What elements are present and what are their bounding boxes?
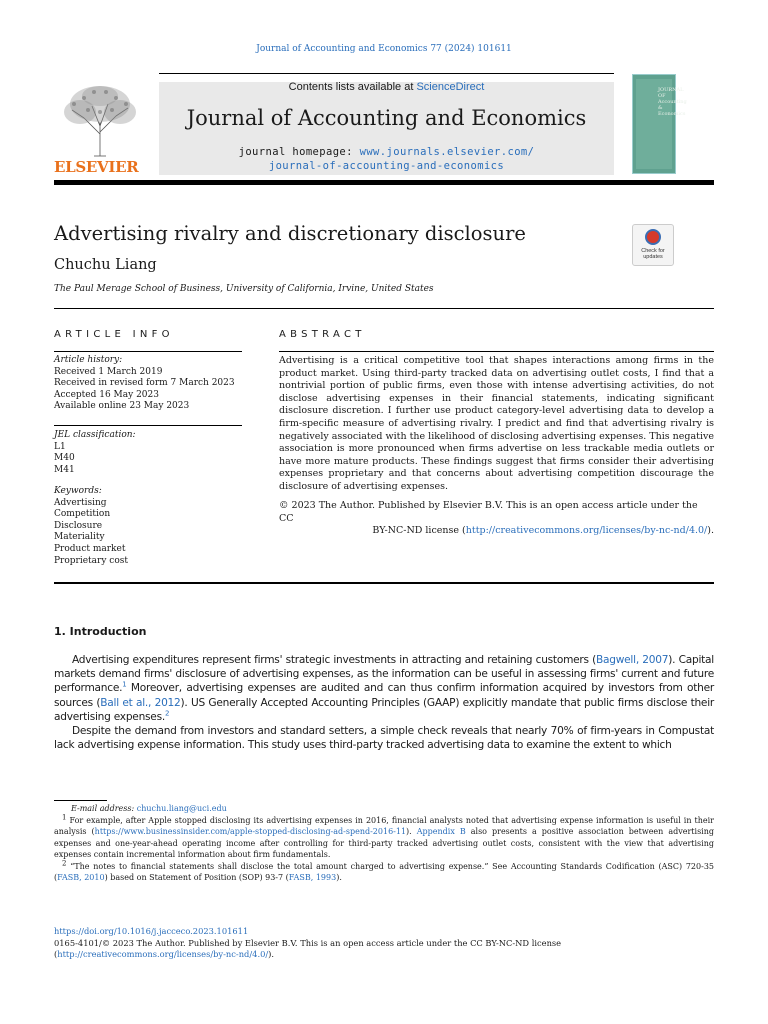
text-run: ). Capital markets demand firms' disclosure of advertising expenses, as the information can be useful in assessing firms' current and future performance. [54, 654, 714, 695]
jel-label: JEL classification: [54, 430, 136, 440]
article-title: Advertising rivalry and discretionary disclosure [54, 222, 526, 245]
check-badge-label: Check for updates [641, 248, 665, 260]
citation-link[interactable]: Ball et al., 2012 [100, 696, 181, 709]
history-item: Available online 23 May 2023 [54, 401, 190, 412]
intro-paragraph-2: Despite the demand from investors and standard setters, a simple check reveals that nearly 70% of firm-years in Compustat lack advertising expense information. This study uses third-party tracked advertising data to examine the extent to which [54, 725, 714, 752]
copyright-line-1: © 2023 The Author. Published by Elsevier B.V. This is an open access article under the CC [279, 500, 698, 524]
jel-code: L1 [54, 441, 66, 452]
citation-link[interactable]: Bagwell, 2007 [596, 654, 669, 666]
text-run: For example, after Apple stopped disclosing its advertising expenses in 2016, financial analysts noted that advertising expense information is useful in their analysis ( [54, 815, 714, 836]
text-run: Advertising expenditures represent firms' strategic investments in attracting and retaining customers ( [72, 654, 597, 666]
header-top-rule [159, 73, 614, 74]
publisher-wordmark[interactable]: ELSEVIER [54, 158, 139, 176]
license-link[interactable]: http://creativecommons.org/licenses/by-nc-nd/4.0/ [465, 525, 708, 537]
text-run: ). [406, 827, 417, 836]
keyword: Product market [54, 543, 126, 554]
footnote-rule [54, 800, 107, 801]
author-name[interactable]: Chuchu Liang [54, 257, 157, 273]
contents-prefix: Contents lists available at [288, 81, 417, 93]
jel-code: M41 [54, 464, 75, 475]
copyright-prefix: BY-NC-ND license ( [372, 525, 466, 537]
copyright-suffix: ). [707, 525, 714, 537]
keyword: Materiality [54, 532, 105, 543]
abstract-text: Advertising is a critical competitive tool that shapes interactions among firms in the product market. Using third-party tracked data on advertising outlet costs, I find that a nontrivial portion of public firms, even those with intense advertising activities, do not disclose advertising expenses in their financial statements, indicating significant disclosure discretion. I further use product category-level advertising data to develop a firm-specific measure of advertising rivalry. I predict and find that advertising rivalry is negatively associated with the likelihood of disclosing advertising expenses. This negative association is more pronounced when firms advertise on less trackable media outlets or have more mature products. These findings suggest that firms consider their advertising expenses proprietary and that concerns about advertising competition discourage the disclosure of advertising expenses. [279, 355, 715, 492]
history-label: Article history: [54, 355, 123, 365]
section-heading-introduction: 1. Introduction [54, 625, 147, 638]
author-email-line [54, 803, 714, 815]
email-label: E-mail address: [71, 804, 137, 813]
abstract-copyright [279, 500, 714, 538]
history-item: Accepted 16 May 2023 [54, 389, 159, 400]
license-link[interactable]: http://creativecommons.org/licenses/by-nc-nd/4.0/ [57, 949, 269, 959]
check-for-updates-button[interactable] [632, 224, 674, 266]
text-run: also presents a positive association between advertising expenses and one-year-ahead operating income after controlling for third-party tracked advertising outlet costs, consistent with the view that advertising expenses contain incremental information about firm fundamentals. [54, 827, 715, 859]
text-run: “The notes to financial statements shall disclose the total amount charged to advertising expense.” See Accounting Standards Codification (ASC) 720-35 ( [54, 861, 714, 882]
footnote-number: 1 [62, 812, 67, 821]
abstract-heading: ABSTRACT [279, 329, 366, 340]
copyright-line-2 [279, 525, 714, 538]
keyword: Advertising [54, 497, 107, 508]
author-affiliation: The Paul Merage School of Business, University of California, Irvine, United States [54, 284, 434, 294]
author-email-link[interactable]: chuchu.liang@uci.edu [136, 804, 227, 813]
text-run: ) based on Statement of Position (SOP) 93-7 ( [104, 873, 289, 882]
text-run: Moreover, advertising expenses are audited and can thus confirm information acquired by investors from other sources ( [54, 682, 714, 709]
article-history [54, 355, 242, 413]
keyword: Competition [54, 509, 111, 520]
text-run: ). [268, 949, 275, 959]
homepage-prefix: journal homepage: [238, 146, 360, 158]
appendix-link[interactable]: Appendix B [416, 827, 466, 836]
journal-homepage [159, 145, 614, 173]
citation-link[interactable]: FASB, 2010 [57, 873, 105, 882]
abstract-rule [279, 351, 714, 352]
footnote-ref[interactable]: 2 [164, 709, 170, 718]
cover-title: JOURNAL OF Accounting & Economics [658, 87, 687, 117]
footnote-url-link[interactable]: https://www.businessinsider.com/apple-stopped-disclosing-ad-spend-2016-11 [94, 827, 407, 836]
journal-citation[interactable]: Journal of Accounting and Economics 77 (2024) 101611 [256, 44, 512, 54]
jel-code: M40 [54, 453, 75, 464]
crossmark-icon [645, 229, 661, 245]
footnote-2 [54, 858, 714, 884]
introduction-body [54, 653, 714, 752]
text-run: ). US Generally Accepted Accounting Principles (GAAP) explicitly mandate that public firms disclose their advertising expenses. [54, 696, 715, 723]
footnote-number: 2 [62, 858, 67, 867]
cover-image [636, 79, 687, 169]
homepage-url-part-2[interactable]: journal-of-accounting-and-economics [268, 160, 505, 172]
title-divider [54, 308, 714, 309]
contents-line [159, 81, 614, 93]
header-thick-rule [54, 180, 714, 185]
doi-link[interactable]: https://doi.org/10.1016/j.jacceco.2023.101611 [54, 926, 249, 936]
intro-paragraph-1 [54, 653, 714, 724]
article-info-heading: ARTICLE INFO [54, 329, 174, 340]
history-item: Received in revised form 7 March 2023 [54, 378, 235, 389]
homepage-url-part-1[interactable]: www.journals.elsevier.com/ [359, 146, 535, 158]
page-footer [54, 926, 714, 961]
jel-classification [54, 430, 242, 476]
license-statement [54, 938, 714, 961]
keywords-label: Keywords: [54, 486, 102, 496]
history-rule [54, 425, 242, 426]
journal-title: Journal of Accounting and Economics [186, 106, 587, 130]
article-info-rule [54, 351, 242, 352]
citation-link[interactable]: FASB, 1993 [288, 873, 337, 882]
sciencedirect-link[interactable]: ScienceDirect [416, 81, 485, 93]
journal-cover-thumbnail[interactable] [632, 74, 687, 174]
keyword: Disclosure [54, 520, 103, 531]
footnote-ref[interactable]: 1 [122, 680, 127, 689]
text-run: 0165-4101/© 2023 The Author. Published by Elsevier B.V. This is an open access article under the CC BY-NC-ND license ( [54, 937, 562, 959]
footnote-1 [54, 812, 715, 861]
keyword: Proprietary cost [54, 555, 128, 566]
text-run: ). [336, 873, 342, 882]
history-item: Received 1 March 2019 [54, 366, 163, 377]
keywords-list [54, 486, 242, 567]
footnotes [54, 803, 714, 884]
abstract-bottom-rule [54, 582, 714, 584]
